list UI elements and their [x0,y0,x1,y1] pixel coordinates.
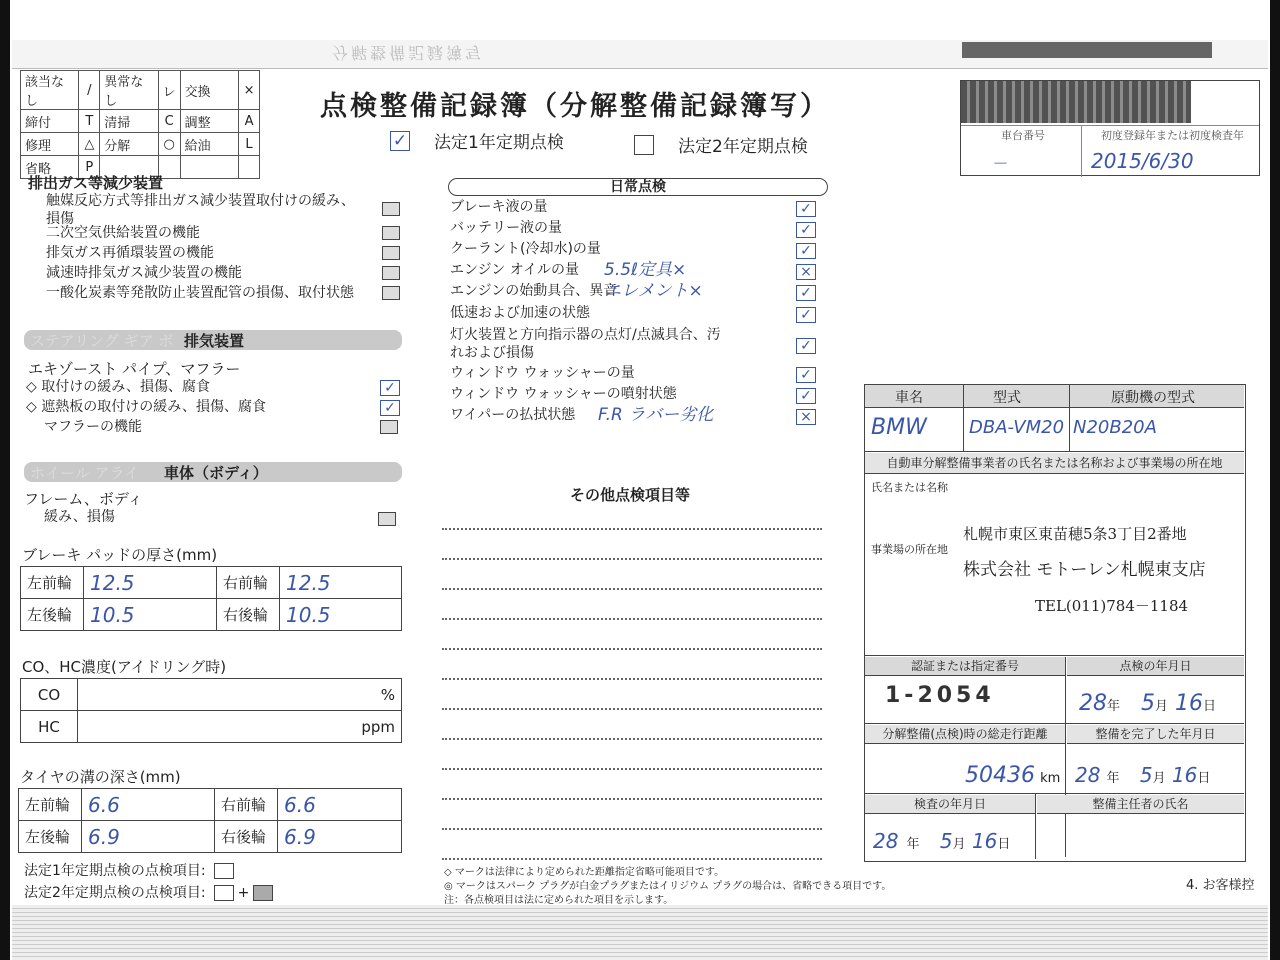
legend-mark: L [239,133,260,156]
emission-item: 一酸化炭素等発散防止装置配管の損傷、取付状態 [46,285,354,301]
daily-item-label: バッテリー液の量 [450,220,562,236]
other-item-line[interactable] [442,798,822,800]
completion-date-label: 整備を完了した年月日 [1067,725,1244,744]
brake-fr-value[interactable]: 12.5 [280,567,402,599]
body-subtitle: フレーム、ボディ [24,490,143,508]
first-reg-value: 2015/6/30 [1091,149,1194,173]
faded-title: 分解整備記録簿写 [332,43,485,62]
legend-mark: △ [79,133,100,156]
other-section-title: その他点検項目等 [570,486,691,504]
note-2: ◎ マークはスパーク プラグが白金プラグまたはイリジウム プラグの場合は、省略できる項目です。 [444,881,892,892]
vehicle-name-label: 車名 [895,390,923,406]
daily-item-checkbox[interactable]: × [796,264,816,280]
emission-item-checkbox[interactable] [382,202,400,216]
completion-month[interactable]: 5 [1139,763,1153,787]
year-unit: 年 [1106,771,1120,786]
top-faded-strip [12,40,1268,69]
page-stack [12,905,1268,960]
daily-item-label: ブレーキ液の量 [450,199,548,215]
month-unit: 月 [1155,699,1169,714]
emission-item: 二次空気供給装置の機能 [46,225,200,241]
tire-fr-label: 右前輪 [215,789,278,821]
tire-fl-value[interactable]: 6.6 [82,789,215,821]
completion-year[interactable]: 28 [1075,763,1101,787]
footer-two-year-label: 法定2年定期点検の点検項目: [24,885,206,901]
daily-item-checkbox[interactable]: × [796,409,816,425]
brake-rr-label: 右後輪 [217,599,280,631]
note-1: ◇ マークは法律により定められた距離指定省略可能項目です。 [444,867,725,878]
legend-term: 締付 [21,110,79,133]
tire-rr-value[interactable]: 6.9 [278,821,402,853]
emission-item: 排気ガス再循環装置の機能 [46,245,214,261]
legend-term: 調整 [180,110,238,133]
other-item-line[interactable] [442,618,822,620]
daily-section-title: 日常点検 [448,178,828,196]
vehicle-model-label: 型式 [993,390,1021,406]
brake-rr-value[interactable]: 10.5 [280,599,402,631]
inspection-type-two-year [634,132,808,157]
engine-model-value[interactable]: N20B20A [1073,417,1157,438]
two-year-checkbox[interactable] [634,135,654,155]
body-item: 緩み、損傷 [44,509,115,525]
legend-mark: P [79,156,100,179]
emission-item-checkbox[interactable] [382,286,400,300]
first-reg-label: 初度登録年または初度検査年 [1101,129,1244,142]
exam-day[interactable]: 16 [971,829,998,853]
daily-item-checkbox[interactable]: ✓ [796,388,816,404]
legend-mark: / [79,71,100,110]
legend-mark: レ [158,71,180,110]
other-item-line[interactable] [442,528,822,530]
one-year-checkbox[interactable]: ✓ [390,131,410,151]
emission-item-checkbox[interactable] [382,266,400,280]
legend-term [180,156,238,179]
daily-item-label: 低速および加速の状態 [450,305,590,321]
shop-name-label: 氏名または名称 [871,481,948,494]
two-year-label: 法定2年定期点検 [678,137,808,157]
exhaust-faded-text: ステアリング ギア ボ [30,332,174,350]
tire-fr-value[interactable]: 6.6 [278,789,402,821]
exhaust-item: ◇ 遮熱板の取付けの緩み、損傷、腐食 [26,399,267,415]
body-faded-text: ホイール アライ [30,464,140,482]
odometer-label: 分解整備(点検)時の総走行距離 [865,725,1065,744]
co-hc-section-title: CO、HC濃度(アイドリング時) [22,658,227,676]
inspection-month[interactable]: 5 [1141,691,1156,716]
hc-label: HC [21,711,78,743]
co-label: CO [21,679,78,711]
footer-one-year-label: 法定1年定期点検の点検項目: [24,863,206,879]
emission-item-checkbox[interactable] [382,226,400,240]
daily-item-note: 5.5ℓ定具× [604,260,687,280]
vehicle-model-value[interactable]: DBA-VM20 [969,417,1065,438]
legend-term: 交換 [180,71,238,110]
top-margin [10,0,1270,40]
exhaust-item: ◇ 取付けの緩み、損傷、腐食 [26,379,211,395]
footer-one-year-box [214,863,234,879]
exhaust-item-checkbox[interactable] [380,420,398,434]
exam-date-label: 検査の年月日 [865,795,1035,814]
day-unit: 日 [1203,699,1217,714]
daily-item-label: 灯火装置と方向指示器の点灯/点滅具合、汚れおよび損傷 [450,327,721,361]
vehicle-shop-block [864,384,1246,862]
tire-rl-value[interactable]: 6.9 [82,821,215,853]
brake-fl-value[interactable]: 12.5 [84,567,217,599]
day-unit: 日 [997,837,1011,852]
brake-rl-label: 左後輪 [21,599,84,631]
emission-item: 減速時排気ガス減少装置の機能 [46,265,242,281]
vehicle-name-value[interactable]: BMW [871,415,927,440]
shop-company: 株式会社 モトーレン札幌東支店 [963,560,1206,580]
legend-mark: C [158,110,180,133]
other-item-line[interactable] [442,738,822,740]
body-checkbox[interactable] [378,512,396,526]
month-unit: 月 [1152,771,1166,786]
tire-section-title: タイヤの溝の深さ(mm) [20,768,181,786]
vehicle-no-label: 車台番号 [1001,129,1045,142]
daily-item-note: エレメント× [604,281,703,301]
co-unit[interactable]: % [78,679,402,711]
shop-tel: TEL(011)784－1184 [1035,597,1189,615]
tire-rr-label: 右後輪 [215,821,278,853]
exam-date-value [873,829,1010,853]
vehicle-id-box [960,80,1260,176]
odometer-value [965,763,1060,788]
daily-item-checkbox[interactable]: ✓ [796,201,816,217]
exhaust-item: マフラーの機能 [44,419,142,435]
engine-model-label: 原動機の型式 [1111,390,1195,406]
co-hc-table [20,678,402,743]
daily-item-note: F.R ラバー劣化 [598,405,714,425]
footer-plus: + [237,885,250,901]
legend-term: 該当なし [21,71,79,110]
body-section-title: 車体（ボディ） [164,464,268,482]
brake-rl-value[interactable]: 10.5 [84,599,217,631]
redacted-strip [962,42,1212,58]
shop-address: 札幌市東区東苗穂5条3丁目2番地 [963,525,1187,543]
inspection-year[interactable]: 28 [1079,691,1107,716]
emission-item-checkbox[interactable] [382,246,400,260]
day-unit: 日 [1197,771,1211,786]
daily-item-checkbox[interactable]: ✓ [796,367,816,383]
shop-addr-label: 事業場の所在地 [871,543,948,556]
legend-term: 異常なし [100,71,158,110]
hc-unit[interactable]: ppm [78,711,402,743]
daily-item-checkbox[interactable]: ✓ [796,307,816,323]
legend-mark: × [239,71,260,110]
daily-item-label: エンジン オイルの量 [450,262,580,278]
daily-item-checkbox[interactable]: ✓ [796,285,816,301]
brake-table [20,566,402,631]
note-3: 注：各点検項目は法に定められた項目を示します。 [444,895,674,906]
legend-term: 給油 [180,133,238,156]
inspection-date-label: 点検の年月日 [1067,657,1244,676]
legend-term: 清掃 [100,110,158,133]
customer-copy-label: 4. お客様控 [1186,878,1255,893]
vehicle-no-value: － [991,154,1008,173]
daily-item-label: エンジンの始動具合、異音 [450,283,618,299]
other-item-line[interactable] [442,588,822,590]
other-item-line[interactable] [442,678,822,680]
footer-one-year [24,862,234,880]
tire-fl-label: 左前輪 [19,789,82,821]
emission-section-title: 排出ガス等減少装置 [28,174,164,192]
exam-month[interactable]: 5 [939,829,953,853]
daily-list [450,198,830,430]
daily-item-checkbox[interactable]: ✓ [796,338,816,354]
other-item-line[interactable] [442,828,822,830]
other-item-line[interactable] [442,858,822,860]
odometer-number[interactable]: 50436 [965,763,1035,788]
daily-item-label: クーラント(冷却水)の量 [450,241,601,257]
legend-term: 省略 [21,156,79,179]
other-item-line[interactable] [442,648,822,650]
legend-mark [239,156,260,179]
daily-item-label: ウィンドウ ウォッシャーの噴射状態 [450,386,677,402]
exhaust-item-checkbox[interactable]: ✓ [380,380,400,396]
legend-mark: ○ [158,133,180,156]
inspection-day[interactable]: 16 [1175,691,1204,716]
completion-day[interactable]: 16 [1171,763,1198,787]
cert-label: 認証または指定番号 [865,657,1065,676]
shop-header: 自動車分解整備事業者の氏名または名称および事業場の所在地 [865,453,1244,474]
legend-mark: T [79,110,100,133]
other-item-line[interactable] [442,768,822,770]
one-year-label: 法定1年定期点検 [434,133,564,153]
completion-date-value [1075,763,1210,787]
exam-year[interactable]: 28 [873,829,899,853]
legend-table [20,70,260,179]
exhaust-section-title: 排気装置 [184,332,245,350]
legend-mark: A [239,110,260,133]
vehicle-header-row [865,385,1244,408]
other-item-line[interactable] [442,558,822,560]
other-item-line[interactable] [442,708,822,710]
footer-two-year-box-grey [253,885,273,901]
chief-mechanic-label: 整備主任者の氏名 [1037,795,1244,814]
brake-section-title: ブレーキ パッドの厚さ(mm) [22,546,218,564]
body-bar [24,462,402,482]
daily-item-checkbox[interactable]: ✓ [796,243,816,259]
notes [444,866,891,908]
tire-table [18,788,402,853]
year-unit: 年 [1107,699,1121,714]
odometer-unit: km [1040,771,1061,786]
exhaust-subtitle: エキゾースト パイプ、マフラー [28,360,241,378]
footer-two-year-box-white [214,885,234,901]
scan-edge-left [0,0,10,960]
daily-item-checkbox[interactable]: ✓ [796,222,816,238]
page-title: 点検整備記録簿（分解整備記録簿写） [320,91,830,122]
cert-number: 1-2054 [885,683,995,708]
month-unit: 月 [952,837,966,852]
exhaust-item-checkbox[interactable]: ✓ [380,400,400,416]
exhaust-bar [24,330,402,350]
inspection-date-value [1079,691,1216,716]
year-unit: 年 [906,837,920,852]
brake-fl-label: 左前輪 [21,567,84,599]
inspection-type-one-year [390,128,564,153]
legend-term: 修理 [21,133,79,156]
daily-item-label: ウィンドウ ウォッシャーの量 [450,365,635,381]
scan-edge-right [1270,0,1280,960]
daily-item-label: ワイパーの払拭状態 [450,407,576,423]
emission-item: 触媒反応方式等排出ガス減少装置取付けの緩み、損傷 [46,193,355,227]
legend-term: 分解 [100,133,158,156]
brake-fr-label: 右前輪 [217,567,280,599]
footer-two-year [24,884,273,902]
tire-rl-label: 左後輪 [19,821,82,853]
redacted-block [961,81,1191,123]
